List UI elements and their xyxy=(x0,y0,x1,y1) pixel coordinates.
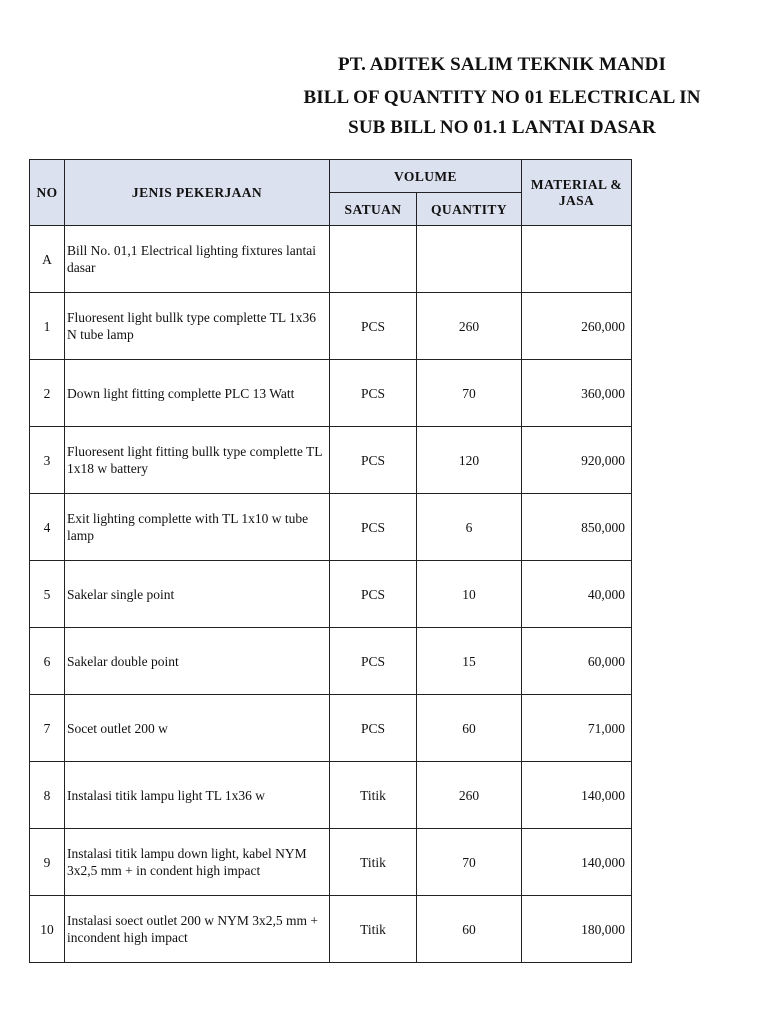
row-jenis-pekerjaan: Bill No. 01,1 Electrical lighting fixtures lantai dasar xyxy=(65,226,330,293)
table-row xyxy=(30,226,632,293)
table-row xyxy=(30,494,632,561)
row-quantity: 6 xyxy=(417,494,522,561)
sub-bill-title: SUB BILL NO 01.1 LANTAI DASAR xyxy=(348,117,656,138)
row-no: 5 xyxy=(30,561,65,628)
row-material-jasa: 140,000 xyxy=(522,829,632,896)
row-material-jasa: 850,000 xyxy=(522,494,632,561)
row-material-jasa: 140,000 xyxy=(522,762,632,829)
table-row xyxy=(30,293,632,360)
table-row xyxy=(30,360,632,427)
row-quantity: 10 xyxy=(417,561,522,628)
header-jenis-pekerjaan: JENIS PEKERJAAN xyxy=(65,160,330,226)
header-volume: VOLUME xyxy=(330,160,522,193)
row-material-jasa: 180,000 xyxy=(522,896,632,963)
bill-of-quantity-table xyxy=(29,159,632,963)
table-row xyxy=(30,427,632,494)
row-material-jasa xyxy=(522,226,632,293)
row-quantity: 260 xyxy=(417,762,522,829)
row-satuan: Titik xyxy=(330,896,417,963)
row-jenis-pekerjaan: Sakelar single point xyxy=(65,561,330,628)
header-satuan: SATUAN xyxy=(330,193,417,226)
row-material-jasa: 71,000 xyxy=(522,695,632,762)
row-quantity xyxy=(417,226,522,293)
bill-title: BILL OF QUANTITY NO 01 ELECTRICAL IN xyxy=(303,87,701,108)
row-satuan: PCS xyxy=(330,360,417,427)
row-satuan: PCS xyxy=(330,494,417,561)
row-no: 6 xyxy=(30,628,65,695)
row-satuan xyxy=(330,226,417,293)
row-quantity: 60 xyxy=(417,896,522,963)
row-satuan: PCS xyxy=(330,561,417,628)
row-satuan: PCS xyxy=(330,427,417,494)
row-quantity: 260 xyxy=(417,293,522,360)
row-no: 7 xyxy=(30,695,65,762)
row-satuan: PCS xyxy=(330,695,417,762)
row-no: 10 xyxy=(30,896,65,963)
row-material-jasa: 260,000 xyxy=(522,293,632,360)
table-row xyxy=(30,695,632,762)
row-quantity: 120 xyxy=(417,427,522,494)
row-jenis-pekerjaan: Sakelar double point xyxy=(65,628,330,695)
table-row xyxy=(30,561,632,628)
row-material-jasa: 60,000 xyxy=(522,628,632,695)
row-satuan: Titik xyxy=(330,762,417,829)
row-material-jasa: 920,000 xyxy=(522,427,632,494)
table-header-row xyxy=(30,160,632,193)
row-quantity: 15 xyxy=(417,628,522,695)
table-row xyxy=(30,762,632,829)
row-jenis-pekerjaan: Exit lighting complette with TL 1x10 w tube lamp xyxy=(65,494,330,561)
document-header xyxy=(0,0,768,150)
row-jenis-pekerjaan: Down light fitting complette PLC 13 Watt xyxy=(65,360,330,427)
header-quantity: QUANTITY xyxy=(417,193,522,226)
row-material-jasa: 40,000 xyxy=(522,561,632,628)
row-no: 4 xyxy=(30,494,65,561)
row-jenis-pekerjaan: Instalasi titik lampu light TL 1x36 w xyxy=(65,762,330,829)
row-no: A xyxy=(30,226,65,293)
row-no: 3 xyxy=(30,427,65,494)
row-jenis-pekerjaan: Instalasi soect outlet 200 w NYM 3x2,5 mm + incondent high impact xyxy=(65,896,330,963)
row-satuan: Titik xyxy=(330,829,417,896)
row-jenis-pekerjaan: Socet outlet 200 w xyxy=(65,695,330,762)
row-jenis-pekerjaan: Fluoresent light fitting bullk type complette TL 1x18 w battery xyxy=(65,427,330,494)
row-satuan: PCS xyxy=(330,293,417,360)
row-material-jasa: 360,000 xyxy=(522,360,632,427)
header-no: NO xyxy=(30,160,65,226)
row-quantity: 60 xyxy=(417,695,522,762)
row-quantity: 70 xyxy=(417,360,522,427)
table-row xyxy=(30,829,632,896)
table-row xyxy=(30,896,632,963)
row-no: 9 xyxy=(30,829,65,896)
company-name: PT. ADITEK SALIM TEKNIK MANDI xyxy=(338,54,666,75)
row-no: 2 xyxy=(30,360,65,427)
row-jenis-pekerjaan: Instalasi titik lampu down light, kabel NYM 3x2,5 mm + in condent high impact xyxy=(65,829,330,896)
row-no: 1 xyxy=(30,293,65,360)
row-no: 8 xyxy=(30,762,65,829)
row-jenis-pekerjaan: Fluoresent light bullk type complette TL 1x36 N tube lamp xyxy=(65,293,330,360)
row-quantity: 70 xyxy=(417,829,522,896)
table-row xyxy=(30,628,632,695)
header-material-jasa: MATERIAL & JASA xyxy=(522,160,632,226)
row-satuan: PCS xyxy=(330,628,417,695)
